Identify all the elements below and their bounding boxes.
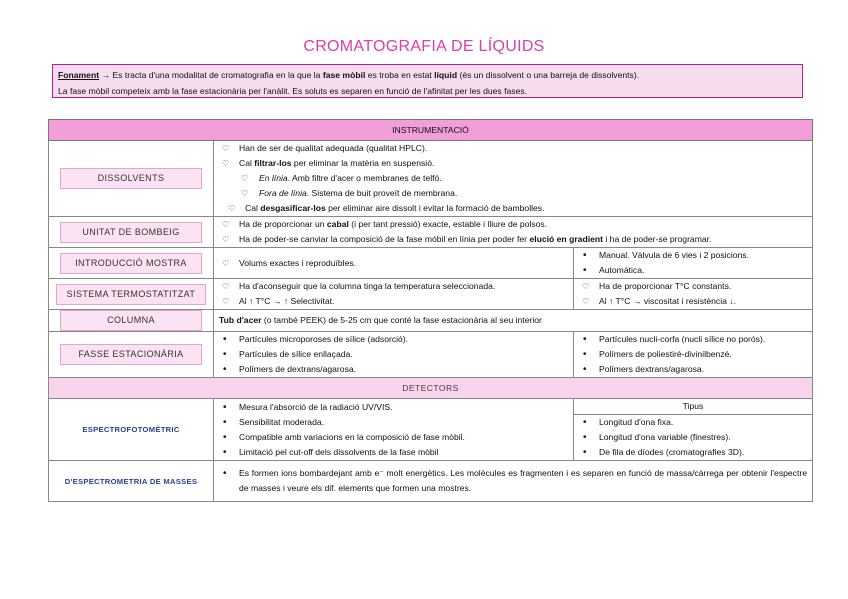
item-text: per eliminar la matèria en suspensió.: [291, 158, 435, 168]
list-item: [219, 400, 568, 415]
item-text: Partícules microporoses de sílice (adsorció).: [239, 334, 409, 344]
label-columna: COLUMNA: [60, 310, 202, 331]
item-text: Al ↑ T°C → viscositat i resistència ↓.: [599, 296, 736, 306]
row-introduccio: [49, 248, 813, 279]
main-table: [48, 119, 813, 502]
item-text: Longitud d'ona variable (finestres).: [599, 432, 731, 442]
row-fase: [49, 332, 813, 378]
instrumentacio-header-row: [49, 120, 813, 141]
item-text: Manual. Vàlvula de 6 vies i 2 posicions.: [599, 250, 749, 260]
item-text: Ha de proporcionar T°C constants.: [599, 281, 732, 291]
list-item: [219, 232, 807, 247]
list-item: [579, 445, 807, 460]
item-bold: cabal: [326, 219, 349, 229]
item-text: Ha d'aconseguir que la columna tinga la temperatura seleccionada.: [239, 281, 496, 291]
list-item: [579, 415, 807, 430]
columna-text: (o també PEEK) de 5-25 cm que conté la fase estacionària al seu interior: [261, 315, 542, 325]
item-text: . Amb filtre d'acer o membranes de telfó.: [287, 173, 442, 183]
list-item: [219, 279, 568, 294]
list-item: [219, 141, 807, 156]
item-text: Mesura l'absorció de la radiació UV/VIS.: [239, 401, 393, 412]
item-text: Cal: [239, 158, 255, 168]
page-title: CROMATOGRAFIA DE LÍQUIDS: [303, 38, 545, 55]
list-item: [579, 263, 807, 278]
item-text: Han de ser de qualitat adequada (qualitat HPLC).: [239, 143, 428, 153]
list-item: [219, 294, 568, 309]
item-bold: filtrar-los: [254, 158, 292, 168]
list-item: [219, 332, 568, 347]
item-text: Ha de poder-se canviar la composició de la fase mòbil en línia per poder fer: [239, 234, 530, 244]
detectors-header: DETECTORS: [49, 378, 813, 399]
item-text: Limitació pel cut-off dels dissolvents de la fase mòbil: [239, 446, 439, 457]
intro-bold: fase mòbil: [322, 70, 366, 80]
row-dissolvents: [49, 141, 813, 217]
list-item: [219, 362, 568, 377]
label-bombeig: UNITAT DE BOMBEIG: [60, 222, 202, 243]
intro-arrow: →: [101, 70, 111, 80]
item-text: Longitud d'ona fixa.: [599, 417, 674, 427]
item-text: Polímers dextrans/agarosa.: [599, 364, 705, 374]
list-item: [219, 171, 807, 186]
row-columna: [49, 310, 813, 332]
item-text: Partícules de sílice enllaçada.: [239, 349, 353, 359]
list-item: [219, 186, 807, 201]
list-item: [219, 445, 568, 460]
intro-box: [52, 64, 803, 98]
label-dissolvents: DISSOLVENTS: [60, 168, 202, 189]
item-text: Cal: [245, 203, 261, 213]
item-text: Al ↑ T°C → ↑ Selectivitat.: [239, 296, 335, 306]
intro-label: Fonament: [58, 70, 100, 80]
list-item: [579, 362, 807, 377]
item-bold: desgasificar-los: [260, 203, 326, 213]
instrumentacio-header: INSTRUMENTACIÓ: [49, 120, 813, 141]
list-item: [579, 332, 807, 347]
columna-bold: Tub d'acer: [219, 315, 262, 325]
intro-text: Es tracta d'una modalitat de cromatografia en la que la: [110, 70, 323, 80]
item-text: Polímers de dextrans/agarosa.: [239, 364, 357, 374]
item-text: Compatible amb variacions en la composició de fase mòbil.: [239, 431, 465, 442]
item-text: Partícules nucli-corfa (nucli sílice no porós).: [599, 334, 766, 344]
list-item: [219, 347, 568, 362]
list-item: [579, 294, 807, 309]
label-espectro: ESPECTROFOTOMÈTRIC: [49, 399, 214, 461]
row-espectro: [49, 399, 813, 415]
item-text: Ha de proporcionar un: [239, 219, 327, 229]
label-introduccio: INTRODUCCIÓ MOSTRA: [60, 253, 202, 274]
item-text: . Sistema de buit proveït de membrana.: [306, 188, 458, 198]
intro-bold: líquid: [434, 70, 458, 80]
item-bold: elució en gradient: [529, 234, 603, 244]
label-fase: FASSE ESTACIONÀRIA: [60, 344, 202, 365]
list-item: [579, 248, 807, 263]
label-termostatitzat: SISTEMA TERMOSTATITZAT: [56, 284, 207, 305]
list-item: [579, 430, 807, 445]
item-text: Sensibilitat moderada.: [239, 416, 325, 427]
item-text: Es formen ions bombardejant amb e⁻ molt energètics. Les molècules es fragmenten i es separen en funció de massa/càrrega per obtenir l'espectre de masses i veure els dif. elements que formen una mostres.: [239, 468, 808, 493]
item-text: per eliminar aire dissolt i evitar la formació de bambolles.: [325, 203, 545, 213]
item-text: Volums exactes i reproduïbles.: [239, 257, 357, 268]
tipus-header: Tipus: [574, 399, 813, 415]
list-item: [219, 256, 568, 271]
list-item: [219, 156, 807, 171]
item-text: (i per tant pressió) exacte, estable i lliure de polsos.: [348, 219, 548, 229]
intro-line2: La fase mòbil competeix amb la fase estacionària per l'anàlit. Es soluts es separen en funció de l'afinitat per les dues fases.: [58, 86, 528, 96]
list-item: [219, 430, 568, 445]
list-item: [579, 347, 807, 362]
row-termostatitzat: [49, 279, 813, 310]
list-item: [219, 217, 807, 232]
item-italic: En línia: [259, 173, 288, 183]
item-text: Automàtica.: [599, 265, 645, 275]
intro-text: es troba en estat: [365, 70, 435, 80]
item-italic: Fora de línia: [259, 188, 307, 198]
list-item: [219, 466, 807, 496]
row-bombeig: [49, 217, 813, 248]
detectors-header-row: [49, 378, 813, 399]
row-masses: [49, 461, 813, 502]
list-item: [579, 279, 807, 294]
label-masses: D'ESPECTROMETRIA DE MASSES: [49, 461, 214, 502]
item-text: De fila de díodes (cromatografies 3D).: [599, 447, 745, 457]
intro-text: (és un dissolvent o una barreja de dissolvents).: [457, 70, 640, 80]
item-text: Polímers de poliestiré-divinilbenzé.: [599, 349, 732, 359]
list-item: [219, 415, 568, 430]
list-item: [219, 201, 807, 216]
item-text: i ha de poder-se programar.: [602, 234, 712, 244]
